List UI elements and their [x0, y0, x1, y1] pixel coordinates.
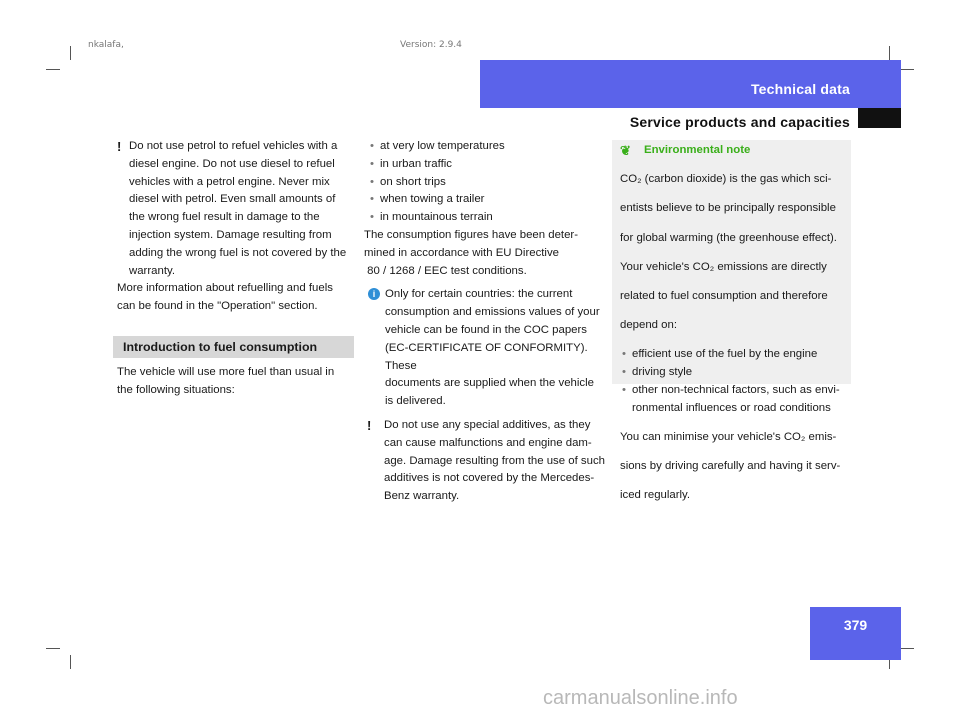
- text-line: sions by driving carefully and having it serv-: [620, 460, 841, 473]
- warning-fuel: [117, 138, 354, 280]
- meta-version: Version: 2.9.4: [400, 40, 462, 50]
- list-item: • when towing a trailer: [368, 191, 608, 209]
- crop-mark: [900, 69, 914, 70]
- page-number-box: [810, 607, 901, 660]
- text-line: iced regularly.: [620, 489, 691, 502]
- warning-line: Benz warranty.: [384, 490, 460, 503]
- bullet-icon: •: [370, 175, 374, 188]
- warning-additives: [367, 417, 608, 506]
- environmental-note-title: ❦ Environmental note: [620, 143, 751, 158]
- bullet-icon: •: [622, 383, 626, 396]
- text-line: More information about refuelling and fuels: [117, 282, 333, 295]
- text-line: 80 / 1268 / EEC test conditions.: [364, 264, 527, 277]
- warning-icon: !: [117, 139, 122, 154]
- bullet-icon: •: [370, 211, 374, 224]
- text-line: related to fuel consumption and therefore: [620, 289, 828, 302]
- text-line: You can minimise your vehicle's CO₂ emis-: [620, 430, 837, 443]
- text-line: depend on:: [620, 319, 678, 332]
- bullet-icon: •: [370, 140, 374, 152]
- info-line: is delivered.: [385, 395, 446, 408]
- list-item: • efficient use of the fuel by the engine: [620, 346, 846, 364]
- list-item: • at very low temperatures: [368, 138, 608, 156]
- info-line: consumption and emissions values of your: [385, 306, 600, 319]
- text-line: CO₂ (carbon dioxide) is the gas which sci-: [620, 173, 832, 186]
- text-line: the following situations:: [117, 383, 235, 396]
- text-line: The vehicle will use more fuel than usual in: [117, 365, 335, 378]
- intro-text: [117, 364, 354, 400]
- list-item: • on short trips: [368, 174, 608, 192]
- warning-icon: !: [367, 417, 372, 433]
- text-line: entists believe to be principally responsible: [620, 202, 836, 215]
- warning-line: Do not use petrol to refuel vehicles with a: [129, 140, 338, 152]
- warning-line: diesel with petrol. Even small amounts of: [129, 193, 336, 206]
- warning-line: Do not use any special additives, as they: [384, 418, 591, 431]
- environmental-note-box: [612, 140, 851, 502]
- warning-line: vehicles with a petrol engine. Never mix: [129, 175, 330, 188]
- list-item: • in urban traffic: [368, 156, 608, 174]
- list-item: • driving style: [620, 364, 846, 382]
- situation-list: [368, 138, 608, 227]
- crop-mark: [70, 46, 71, 60]
- section-title: Technical data: [750, 81, 850, 97]
- crop-mark: [889, 46, 890, 60]
- warning-line: can cause malfunctions and engine dam-: [384, 436, 592, 449]
- bullet-icon: •: [622, 348, 626, 361]
- warning-line: warranty.: [129, 264, 175, 277]
- leaf-icon: ❦: [620, 143, 631, 158]
- bullet-icon: •: [370, 157, 374, 170]
- crop-mark: [70, 655, 71, 669]
- crop-mark: [900, 648, 914, 649]
- info-note: [368, 286, 608, 411]
- bullet-icon: •: [622, 366, 626, 379]
- text-line: Your vehicle's CO₂ emissions are directly: [620, 260, 827, 273]
- info-line: documents are supplied when the vehicle: [385, 377, 594, 390]
- warning-line: adding the wrong fuel is not covered by the: [129, 246, 347, 259]
- info-line: vehicle can be found in the COC papers: [385, 323, 587, 336]
- page-subtitle: Service products and capacities: [629, 114, 850, 130]
- warning-line: additives is not covered by the Mercedes-: [384, 472, 595, 485]
- warning-line: the wrong fuel result in damage to the: [129, 211, 320, 224]
- crop-mark: [46, 648, 60, 649]
- text-line: for global warming (the greenhouse effect).: [620, 231, 837, 244]
- environmental-note: [620, 142, 846, 516]
- more-info-text: [117, 280, 354, 316]
- crop-mark: [46, 69, 60, 70]
- list-item: • in mountainous terrain: [368, 209, 608, 227]
- text-line: The consumption figures have been deter-: [364, 228, 579, 241]
- info-icon: i: [368, 288, 380, 300]
- warning-line: diesel engine. Do not use diesel to refuel: [129, 157, 335, 170]
- warning-line: age. Damage resulting from the use of such: [384, 454, 605, 467]
- consumption-text: [364, 227, 608, 280]
- warning-line: injection system. Damage resulting from: [129, 228, 332, 241]
- text-line: mined in accordance with EU Directive: [364, 246, 559, 259]
- column-left: [117, 138, 354, 400]
- watermark: carmanualsonline.info: [543, 687, 738, 709]
- list-item: ronmental influences or road conditions: [632, 401, 831, 414]
- info-line: Only for certain countries: the current: [385, 288, 573, 301]
- meta-user: nkalafa,: [88, 40, 124, 50]
- text-line: can be found in the "Operation" section.: [117, 300, 318, 313]
- column-middle: [364, 138, 608, 506]
- list-item: • other non-technical factors, such as envi-: [620, 382, 846, 400]
- page-number: 379: [843, 617, 868, 633]
- header-tab: [858, 108, 901, 128]
- info-line: (EC-CERTIFICATE OF CONFORMITY). These: [385, 341, 588, 372]
- intro-heading: Introduction to fuel consumption: [113, 336, 354, 358]
- bullet-icon: •: [370, 193, 374, 206]
